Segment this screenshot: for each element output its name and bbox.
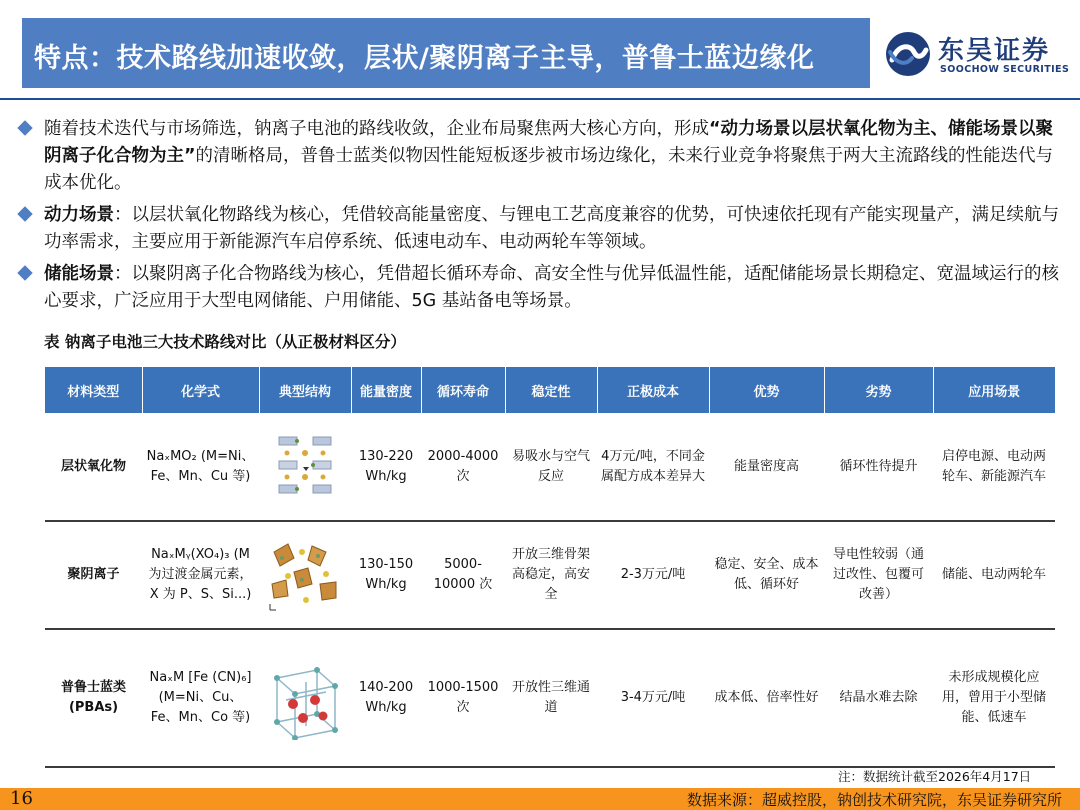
cycle-life-cell: 5000-10000 次 — [421, 521, 505, 629]
layered-structure-icon — [273, 427, 337, 507]
data-source: 数据来源：超威控股，钠创技术研究院，东吴证券研究所 — [686, 791, 1062, 809]
table-header-row — [45, 367, 1055, 413]
table-row — [45, 521, 1055, 629]
footer-bar — [0, 788, 1080, 810]
data-note: 注：数据统计截至2026年4月17日 — [838, 769, 1032, 784]
diamond-bullet-icon — [17, 206, 32, 221]
cost-cell: 2-3万元/吨 — [597, 521, 709, 629]
bullet-list — [14, 116, 1064, 320]
page-number: 16 — [10, 788, 33, 809]
bullet-text: 的清晰格局，普鲁士蓝类似物因性能短板逐步被市场边缘化，未来行业竞争将聚焦于两大主流路线的性能迭代与成本优化。 — [44, 146, 1054, 193]
stability-cell: 开放三维骨架高稳定，高安全 — [505, 521, 597, 629]
cost-cell: 3-4万元/吨 — [597, 629, 709, 767]
column-header: 循环寿命 — [421, 367, 505, 413]
application-cell: 未形成规模化应用，曾用于小型储能、低速车 — [933, 629, 1055, 767]
stability-cell: 开放性三维通道 — [505, 629, 597, 767]
bullet-emphasis: “动力场景以层状氧化物为主、储能场景以聚阴离子化合物为主” — [44, 119, 1053, 166]
application-cell: 启停电源、电动两轮车、新能源汽车 — [933, 413, 1055, 521]
page-title: 特点：技术路线加速收敛，层状/聚阴离子主导，普鲁士蓝边缘化 — [34, 43, 815, 74]
column-header: 材料类型 — [45, 367, 142, 413]
soochow-logo-icon — [884, 30, 932, 78]
disadvantage-cell: 导电性较弱（通过改性、包覆可改善） — [824, 521, 933, 629]
header — [0, 0, 1080, 100]
energy-density-cell: 130-150 Wh/kg — [351, 521, 421, 629]
cost-cell: 4万元/吨，不同金属配方成本差异大 — [597, 413, 709, 521]
diamond-bullet-icon — [17, 265, 32, 280]
bullet-text: 随着技术迭代与市场筛选，钠离子电池的路线收敛，企业布局聚焦两大核心方向，形成 — [44, 119, 709, 139]
bullet-emphasis: 储能场景 — [44, 264, 114, 284]
structure-cell — [259, 413, 351, 521]
cycle-life-cell: 2000-4000 次 — [421, 413, 505, 521]
logo-cn-text: 东吴证券 — [938, 36, 1051, 66]
advantage-cell: 能量密度高 — [709, 413, 824, 521]
structure-cell — [259, 521, 351, 629]
disadvantage-cell: 循环性待提升 — [824, 413, 933, 521]
column-header: 稳定性 — [505, 367, 597, 413]
formula-cell: NaₓMᵧ(XO₄)₃ (M 为过渡金属元素，X 为 P、S、Si...) — [142, 521, 259, 629]
table-row — [45, 413, 1055, 521]
material-type-cell: 普鲁士蓝类 (PBAs) — [45, 629, 142, 767]
stability-cell: 易吸水与空气反应 — [505, 413, 597, 521]
bullet-item — [14, 202, 1064, 256]
column-header: 劣势 — [824, 367, 933, 413]
advantage-cell: 稳定、安全、成本低、循环好 — [709, 521, 824, 629]
material-type-cell: 层状氧化物 — [45, 413, 142, 521]
structure-cell — [259, 629, 351, 767]
column-header: 能量密度 — [351, 367, 421, 413]
material-type-cell: 聚阴离子 — [45, 521, 142, 629]
company-logo — [884, 26, 1070, 82]
column-header: 应用场景 — [933, 367, 1055, 413]
energy-density-cell: 140-200 Wh/kg — [351, 629, 421, 767]
energy-density-cell: 130-220 Wh/kg — [351, 413, 421, 521]
column-header: 化学式 — [142, 367, 259, 413]
table-caption: 表 钠离子电池三大技术路线对比（从正极材料区分） — [44, 333, 406, 351]
column-header: 典型结构 — [259, 367, 351, 413]
cycle-life-cell: 1000-1500 次 — [421, 629, 505, 767]
formula-cell: NaₓM [Fe (CN)₆] (M=Ni、Cu、Fe、Mn、Co 等) — [142, 629, 259, 767]
column-header: 正极成本 — [597, 367, 709, 413]
prussian-blue-structure-icon — [265, 656, 345, 740]
bullet-emphasis: 动力场景 — [44, 205, 114, 225]
bullet-text: ：以层状氧化物路线为核心，凭借较高能量密度、与锂电工艺高度兼容的优势，可快速依托现有产能实现量产，满足续航与功率需求，主要应用于新能源汽车启停系统、低速电动车、电动两轮车等领域。 — [44, 205, 1059, 252]
bullet-text: ：以聚阴离子化合物路线为核心，凭借超长循环寿命、高安全性与优异低温性能，适配储能场景长期稳定、宽温域运行的核心要求，广泛应用于大型电网储能、户用储能、5G 基站备电等场景。 — [44, 264, 1059, 311]
title-bar — [22, 18, 870, 88]
diamond-bullet-icon — [17, 120, 32, 135]
polyanion-structure-icon — [266, 538, 344, 612]
bullet-item — [14, 116, 1064, 197]
column-header: 优势 — [709, 367, 824, 413]
advantage-cell: 成本低、倍率性好 — [709, 629, 824, 767]
disadvantage-cell: 结晶水难去除 — [824, 629, 933, 767]
comparison-table — [45, 367, 1055, 768]
logo-en-text: SOOCHOW SECURITIES — [940, 64, 1070, 75]
formula-cell: NaₓMO₂ (M=Ni、Fe、Mn、Cu 等) — [142, 413, 259, 521]
application-cell: 储能、电动两轮车 — [933, 521, 1055, 629]
bullet-item — [14, 261, 1064, 315]
table-row — [45, 629, 1055, 767]
header-divider — [0, 98, 1080, 100]
